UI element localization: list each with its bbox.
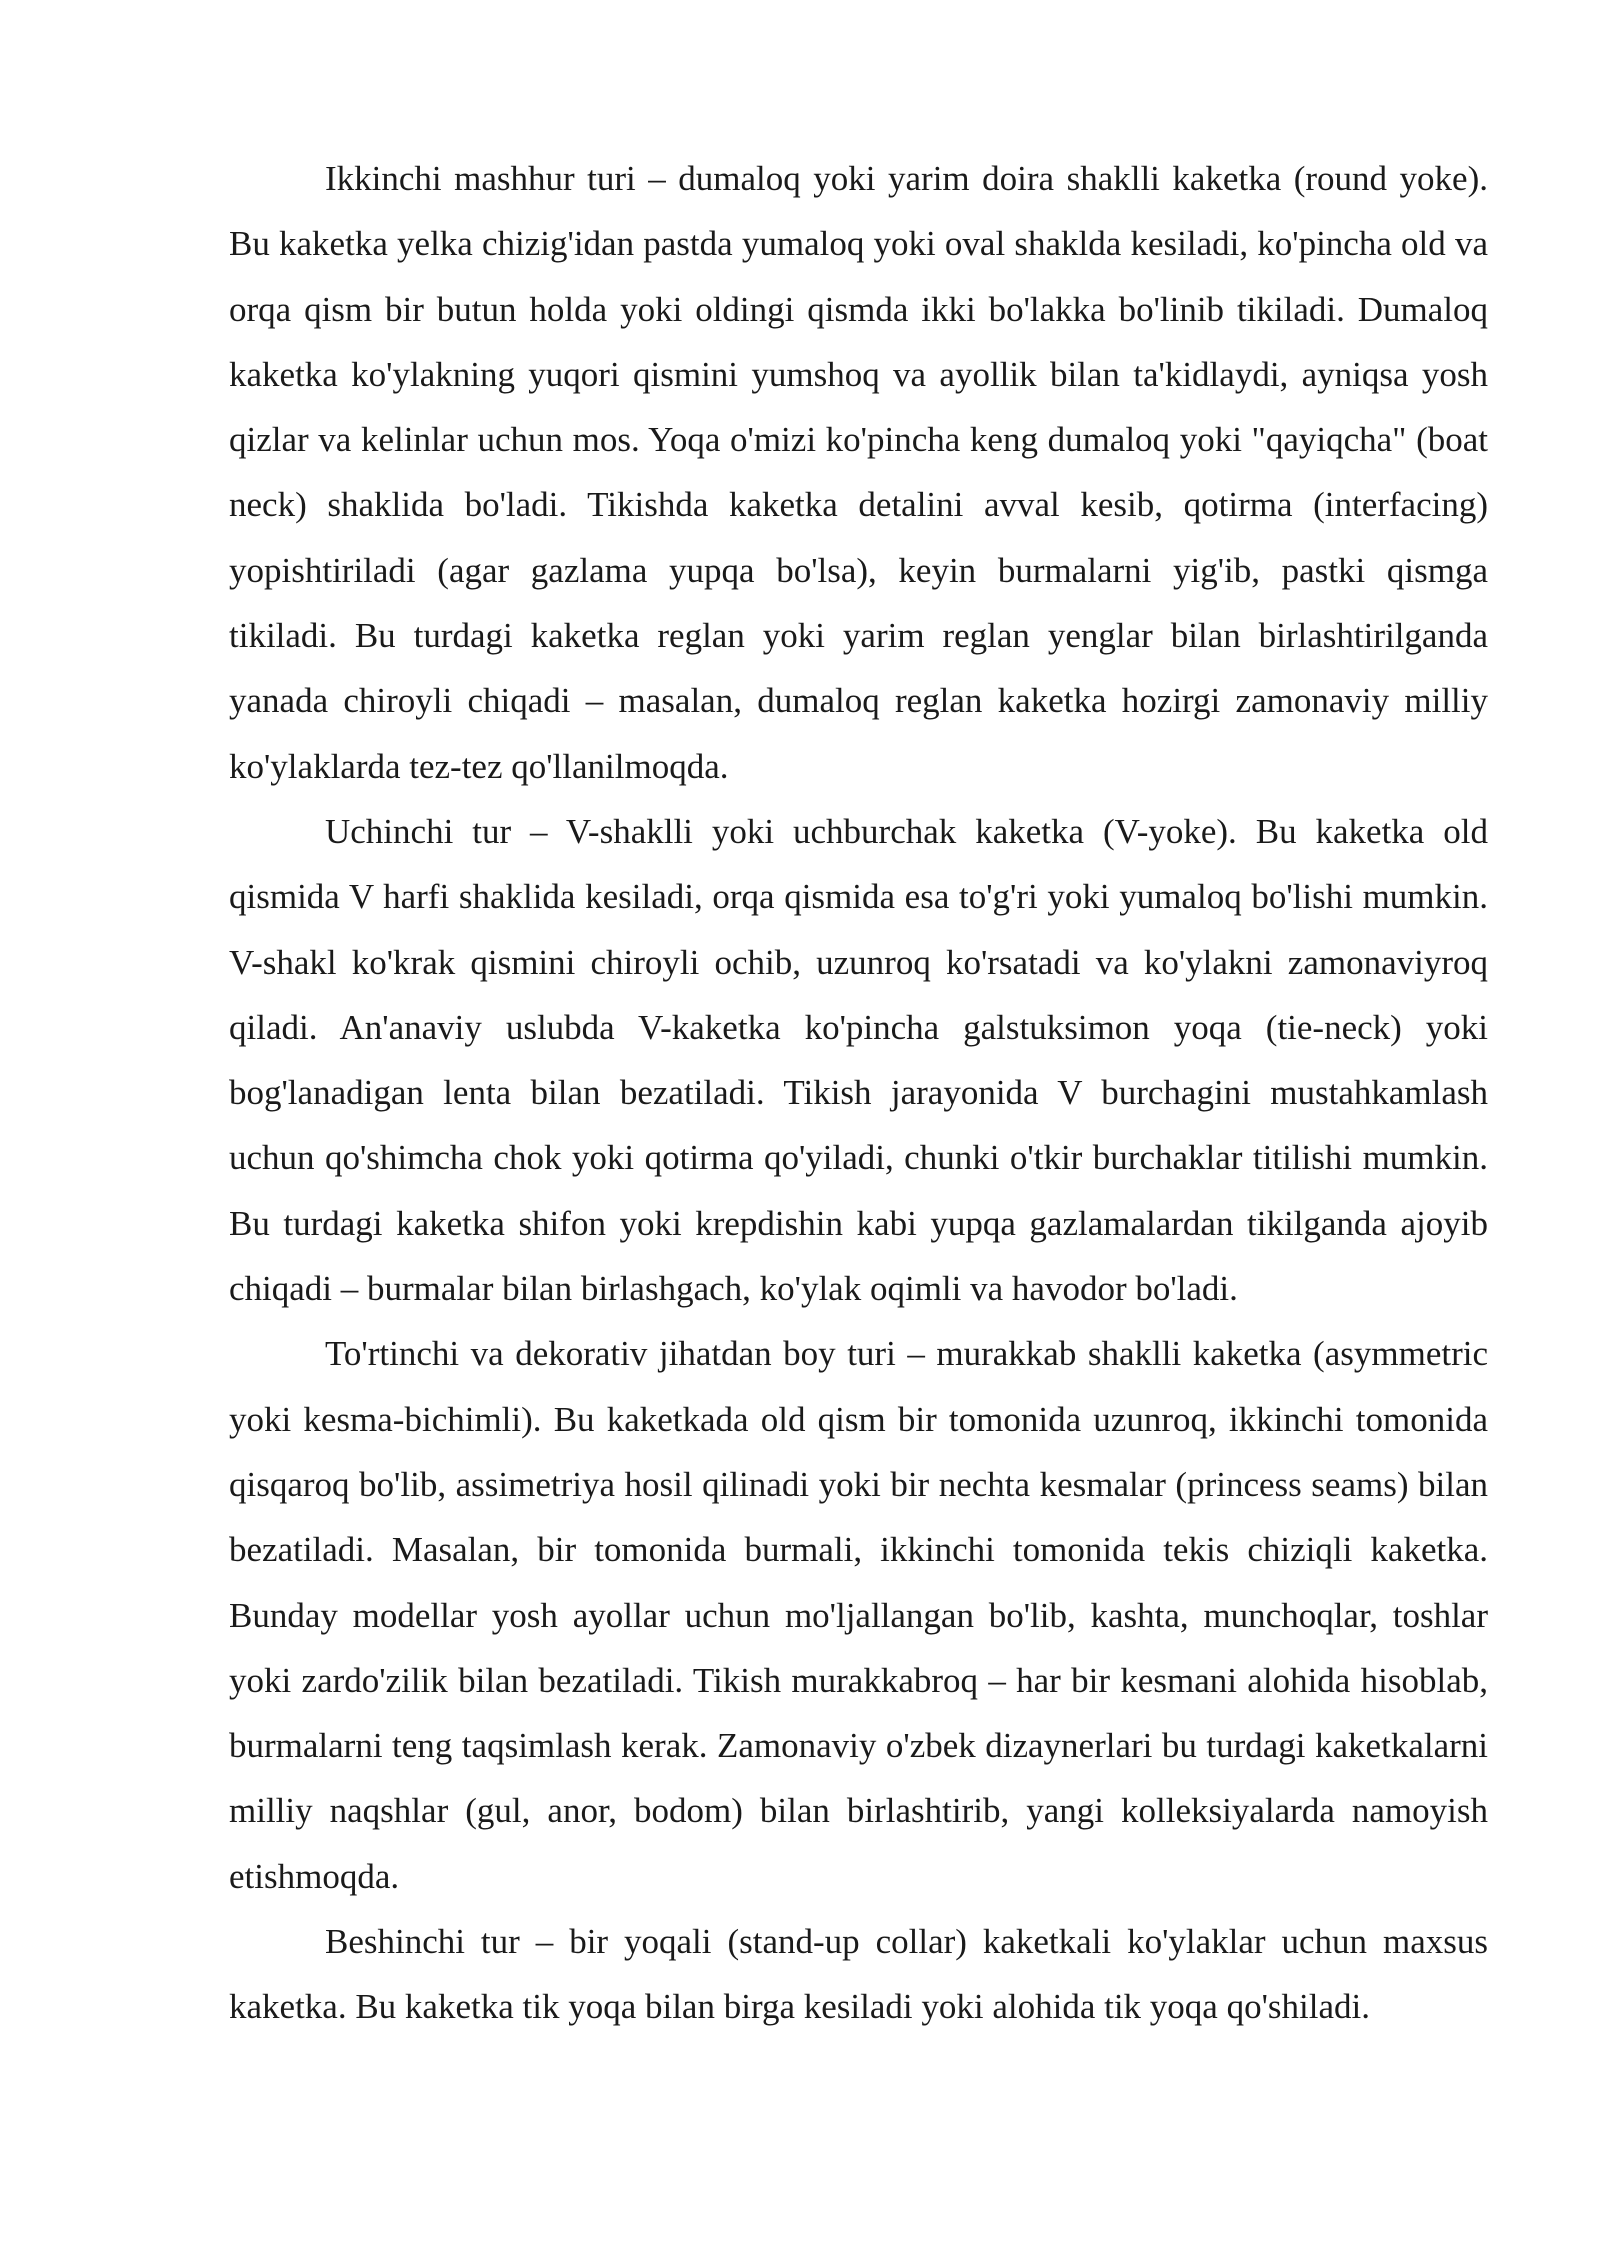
- paragraph-asymmetric-yoke: To'rtinchi va dekorativ jihatdan boy turi – murakkab shaklli kaketka (asymmetric yoki kesma-bichimli). Bu kaketkada old qism bir tomonida uzunroq, ikkinchi tomonida qisqaroq bo'lib, assimetriya hosil qilinadi yoki bir nechta kesmalar (princess seams) bilan bezatiladi. Masalan, bir tomonida burmali, ikkinchi tomonida tekis chiziqli kaketka. Bunday modellar yosh ayollar uchun mo'ljallangan bo'lib, kashta, munchoqlar, toshlar yoki zardo'zilik bilan bezatiladi. Tikish murakkabroq – har bir kesmani alohida hisoblab, burmalarni teng taqsimlash kerak. Zamonaviy o'zbek dizaynerlari bu turdagi kaketkalarni milliy naqshlar (gul, anor, bodom) bilan birlashtirib, yangi kolleksiyalarda namoyish etishmoqda.: [229, 1334, 1488, 1896]
- document-body: [229, 146, 1488, 2040]
- paragraph-v-yoke: Uchinchi tur – V-shaklli yoki uchburchak kaketka (V-yoke). Bu kaketka old qismida V harfi shaklida kesiladi, orqa qismida esa to'g'ri yoki yumaloq bo'lishi mumkin. V-shakl ko'krak qismini chiroyli ochib, uzunroq ko'rsatadi va ko'ylakni zamonaviyroq qiladi. An'anaviy uslubda V-kaketka ko'pincha galstuksimon yoqa (tie-neck) yoki bog'lanadigan lenta bilan bezatiladi. Tikish jarayonida V burchagini mustahkamlash uchun qo'shimcha chok yoki qotirma qo'yiladi, chunki o'tkir burchaklar titilishi mumkin. Bu turdagi kaketka shifon yoki krepdishin kabi yupqa gazlamalardan tikilganda ajoyib chiqadi – burmalar bilan birlashgach, ko'ylak oqimli va havodor bo'ladi.: [229, 811, 1488, 1309]
- paragraph-stand-up-collar-yoke: Beshinchi tur – bir yoqali (stand-up collar) kaketkali ko'ylaklar uchun maxsus kaketka. Bu kaketka tik yoqa bilan birga kesiladi yoki alohida tik yoqa qo'shiladi.: [229, 1922, 1488, 2027]
- paragraph-round-yoke: Ikkinchi mashhur turi – dumaloq yoki yarim doira shaklli kaketka (round yoke). Bu kaketka yelka chizig'idan pastda yumaloq yoki oval shaklda kesiladi, ko'pincha old va orqa qism bir butun holda yoki oldingi qismda ikki bo'lakka bo'linib tikiladi. Dumaloq kaketka ko'ylakning yuqori qismini yumshoq va ayollik bilan ta'kidlaydi, ayniqsa yosh qizlar va kelinlar uchun mos. Yoqa o'mizi ko'pincha keng dumaloq yoki "qayiqcha" (boat neck) shaklida bo'ladi. Tikishda kaketka detalini avval kesib, qotirma (interfacing) yopishtiriladi (agar gazlama yupqa bo'lsa), keyin burmalarni yig'ib, pastki qismga tikiladi. Bu turdagi kaketka reglan yoki yarim reglan yenglar bilan birlashtirilganda yanada chiroyli chiqadi – masalan, dumaloq reglan kaketka hozirgi zamonaviy milliy ko'ylaklarda tez-tez qo'llanilmoqda.: [229, 159, 1488, 786]
